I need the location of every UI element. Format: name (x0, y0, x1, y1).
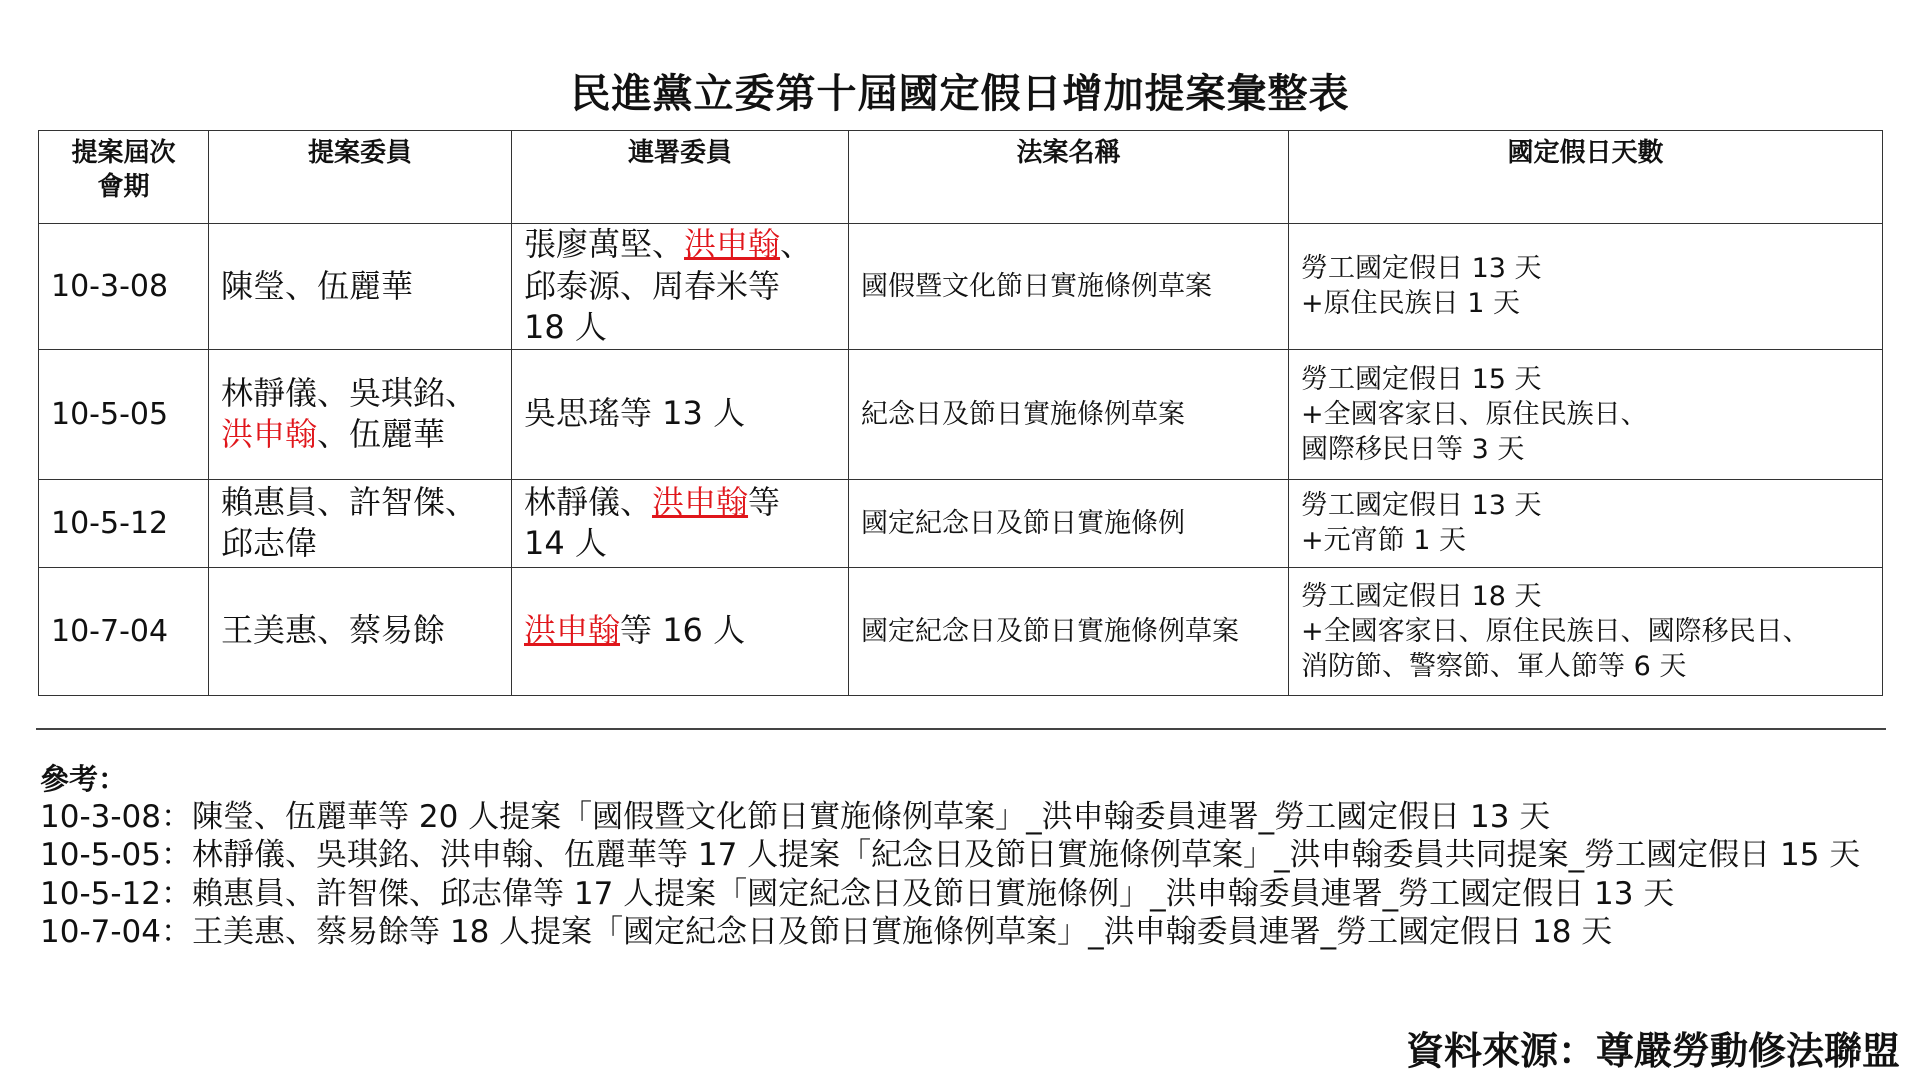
reference-id: 10-5-05： (40, 837, 192, 874)
days-line: 勞工國定假日 15 天 (1301, 363, 1542, 395)
reference-id: 10-7-04： (40, 914, 192, 951)
reference-text: 賴惠員、許智傑、邱志偉等 17 人提案「國定紀念日及節日實施條例」_洪申翰委員連署_勞工國定假日 13 天 (192, 875, 1675, 912)
header-session-line2: 會期 (97, 171, 150, 202)
reference-text: 王美惠、蔡易餘等 18 人提案「國定紀念日及節日實施條例草案」_洪申翰委員連署_勞工國定假日 18 天 (192, 914, 1613, 951)
bill-name-cell: 國定紀念日及節日實施條例 (849, 479, 1289, 567)
references-section (40, 762, 1880, 952)
days-line: 勞工國定假日 13 天 (1301, 490, 1542, 522)
reference-id: 10-5-12： (40, 875, 192, 912)
proposers-cell (209, 349, 512, 479)
cosigners-line: 18 人 (524, 308, 607, 347)
header-bill-name: 法案名稱 (849, 131, 1289, 224)
proposers-line (221, 414, 499, 456)
session-cell: 10-5-12 (39, 479, 209, 567)
table-row (39, 224, 1883, 350)
reference-text: 林靜儀、吳琪銘、洪申翰、伍麗華等 17 人提案「紀念日及節日實施條例草案」_洪申翰委員共同提案_勞工國定假日 15 天 (192, 837, 1861, 874)
holiday-days-cell (1289, 479, 1883, 567)
header-holiday-days: 國定假日天數 (1289, 131, 1883, 224)
table-row (39, 349, 1883, 479)
cosigner-text: 張廖萬堅、 (524, 225, 685, 263)
days-line: +全國客家日、原住民族日、 (1301, 398, 1648, 430)
proposers-line: 林靜儀、吳琪銘、 (221, 373, 478, 412)
highlighted-cosigner: 洪申翰 (684, 225, 781, 263)
reference-text: 陳瑩、伍麗華等 20 人提案「國假暨文化節日實施條例草案」_洪申翰委員連署_勞工國定假日 13 天 (192, 798, 1551, 835)
reference-item (40, 913, 1880, 951)
proposers-cell (209, 479, 512, 567)
highlighted-proposer: 洪申翰 (221, 415, 318, 454)
days-line: +全國客家日、原住民族日、國際移民日、 (1301, 615, 1810, 647)
session-cell: 10-7-04 (39, 567, 209, 695)
references-heading: 參考： (40, 762, 128, 796)
reference-item (40, 875, 1880, 913)
cosigner-text: 林靜儀、 (524, 482, 653, 521)
days-line: +元宵節 1 天 (1301, 525, 1466, 557)
days-line: 國際移民日等 3 天 (1301, 433, 1525, 465)
proposers-cell: 王美惠、蔡易餘 (209, 567, 512, 695)
proposers-cell: 陳瑩、伍麗華 (209, 224, 512, 350)
cosigners-cell (512, 224, 849, 350)
days-line: 勞工國定假日 18 天 (1301, 580, 1542, 612)
highlighted-cosigner: 洪申翰 (652, 482, 749, 521)
holiday-days-cell (1289, 567, 1883, 695)
reference-item (40, 836, 1880, 874)
cosigner-text: 等 16 人 (620, 611, 746, 650)
cosigners-cell: 吳思瑤等 13 人 (512, 349, 849, 479)
cosigners-line (524, 224, 836, 266)
table-row (39, 567, 1883, 695)
bill-name-cell: 紀念日及節日實施條例草案 (849, 349, 1289, 479)
page-title: 民進黨立委第十屆國定假日增加提案彙整表 (570, 71, 1350, 117)
days-line: 消防節、警察節、軍人節等 6 天 (1301, 650, 1687, 682)
header-session-line1: 提案屆次 (71, 138, 176, 168)
cosigners-cell (512, 479, 849, 567)
cosigner-text: 、 (780, 225, 813, 263)
reference-id: 10-3-08： (40, 798, 192, 835)
bill-name-cell: 國定紀念日及節日實施條例草案 (849, 567, 1289, 695)
days-line: 勞工國定假日 13 天 (1301, 253, 1542, 285)
proposers-line: 邱志偉 (221, 524, 318, 563)
section-divider (36, 728, 1886, 730)
header-proposers: 提案委員 (209, 131, 512, 224)
reference-item (40, 798, 1880, 836)
session-cell: 10-3-08 (39, 224, 209, 350)
cosigners-cell (512, 567, 849, 695)
proposers-line: 賴惠員、許智傑、 (221, 482, 478, 521)
cosigners-line: 14 人 (524, 524, 607, 563)
highlighted-cosigner: 洪申翰 (524, 611, 621, 650)
header-session (39, 131, 209, 224)
days-line: +原住民族日 1 天 (1301, 288, 1520, 320)
session-cell: 10-5-05 (39, 349, 209, 479)
proposer-text: 、伍麗華 (317, 415, 446, 454)
proposal-table (38, 130, 1883, 696)
source-attribution: 資料來源：尊嚴勞動修法聯盟 (1405, 1029, 1900, 1073)
header-cosigners: 連署委員 (512, 131, 849, 224)
holiday-days-cell (1289, 224, 1883, 350)
bill-name-cell: 國假暨文化節日實施條例草案 (849, 224, 1289, 350)
cosigner-text: 等 (748, 482, 781, 521)
cosigners-line (524, 482, 836, 524)
cosigners-line: 邱泰源、周春米等 (524, 266, 781, 305)
table-header-row (39, 131, 1883, 224)
holiday-days-cell (1289, 349, 1883, 479)
table-row (39, 479, 1883, 567)
